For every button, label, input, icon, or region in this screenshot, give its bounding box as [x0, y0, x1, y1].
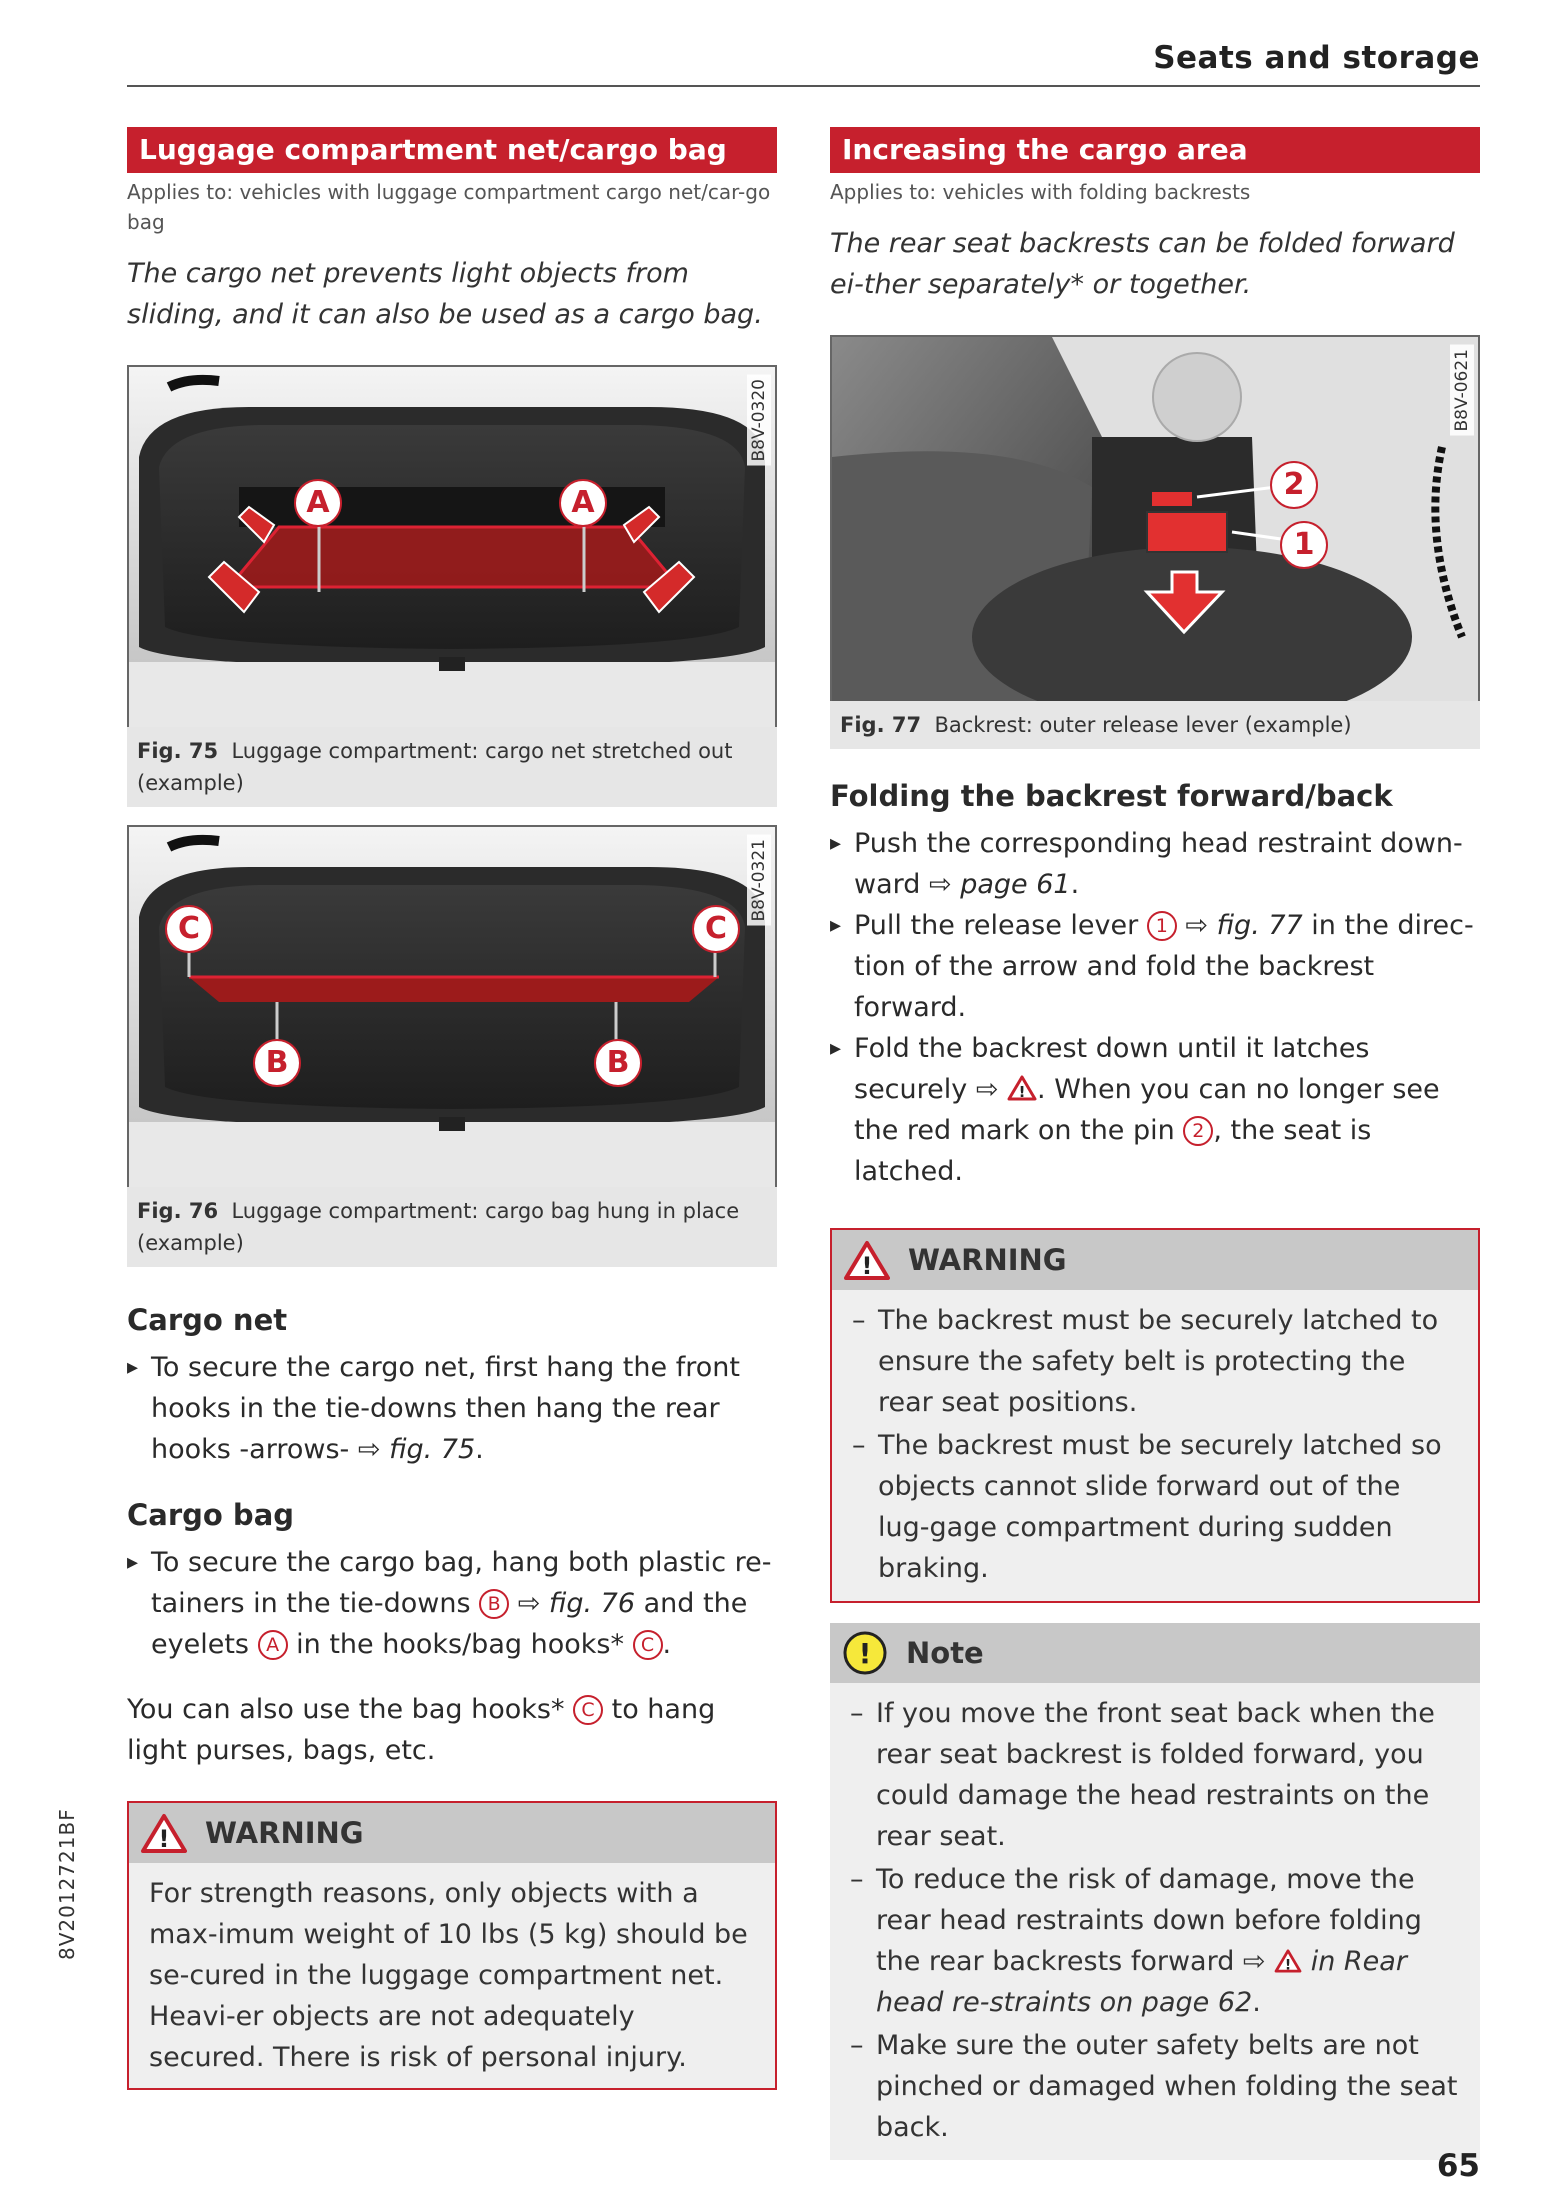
fig-75-link[interactable]: ⇨ fig. 75 [357, 1434, 476, 1465]
warning-triangle-icon [1274, 1949, 1302, 1973]
left-column [127, 127, 777, 2090]
figure-77 [830, 335, 1480, 701]
circle-c: C [633, 1630, 663, 1660]
folding-step-2: ▸ Pull the release lever 1 ⇨ fig. 77 in the direc-tion of the arrow and fold the backrest forward. [830, 905, 1480, 1028]
circle-b: B [479, 1589, 509, 1619]
note-item: – If you move the front seat back when the rear seat backrest is folded forward, you could damage the head restraints on the rear seat. [850, 1693, 1462, 1857]
right-column [830, 127, 1480, 2160]
marker-a-left: A [294, 479, 342, 527]
cargo-net-illustration [129, 367, 775, 727]
warning-triangle-icon [844, 1240, 890, 1280]
applies-to-note: Applies to: vehicles with folding backrests [830, 180, 1251, 204]
heading-folding-backrest: Folding the backrest forward/back [830, 779, 1393, 813]
section-title-luggage-net: Luggage compartment net/cargo bag [127, 127, 777, 173]
note-title: Note [906, 1636, 984, 1670]
heading-cargo-net: Cargo net [127, 1303, 288, 1337]
warning-title: WARNING [205, 1816, 364, 1850]
fig-77-link[interactable]: ⇨ fig. 77 [1176, 910, 1303, 941]
figure-label: Fig. 77 [840, 713, 922, 737]
marker-c-left: C [165, 905, 213, 953]
cargo-bag-illustration [129, 827, 775, 1187]
figure-76 [127, 825, 777, 1187]
figure-77-caption [830, 701, 1480, 749]
marker-b-right: B [594, 1039, 642, 1087]
page-number: 65 [1436, 2148, 1480, 2184]
intro-text: The rear seat backrests can be folded forward ei-ther separately* or together. [830, 228, 1455, 300]
warning-triangle-icon [141, 1813, 187, 1853]
applies-to-note: Applies to: vehicles with luggage compartment cargo net/car-go bag [127, 180, 771, 234]
circle-a: A [258, 1630, 288, 1660]
svg-text:!: ! [1018, 1083, 1026, 1101]
cargo-bag-step: ▸ To secure the cargo bag, hang both plastic re-tainers in the tie-downs B ⇨ fig. 76 and the eyelets A in the hooks/bag hooks* C . [127, 1542, 777, 1665]
circle-1: 1 [1147, 911, 1177, 941]
warning-item: – The backrest must be securely latched so objects cannot slide forward out of the lug-gage compartment during sudden braking. [852, 1425, 1460, 1589]
warning-header [129, 1803, 775, 1863]
folding-step-1: ▸ Push the corresponding head restraint down-ward ⇨ page 61. [830, 823, 1480, 905]
note-exclamation-icon [842, 1630, 888, 1676]
heading-cargo-bag: Cargo bag [127, 1498, 295, 1532]
page-61-link[interactable]: ⇨ page 61 [928, 869, 1071, 900]
header-rule [127, 85, 1480, 87]
figure-label: Fig. 75 [137, 739, 219, 763]
marker-b-left: B [253, 1039, 301, 1087]
folding-step-3: ▸ Fold the backrest down until it latches securely ⇨ ! . When you can no longer see the red mark on the pin 2 , the seat is latched. [830, 1028, 1480, 1192]
figure-76-caption [127, 1187, 777, 1267]
note-header [830, 1623, 1480, 1683]
warning-title: WARNING [908, 1243, 1067, 1277]
marker-c-right: C [692, 905, 740, 953]
figure-code: B8V-0320 [747, 375, 771, 466]
cargo-net-step: ▸ To secure the cargo net, first hang the front hooks in the tie-downs then hang the rear hooks -arrows- ⇨ fig. 75. [127, 1347, 777, 1470]
circle-2: 2 [1183, 1116, 1213, 1146]
warning-box-right [830, 1228, 1480, 1603]
marker-a-right: A [559, 479, 607, 527]
figure-code: B8V-0621 [1450, 345, 1474, 436]
svg-text:!: ! [1284, 1957, 1292, 1973]
note-box [830, 1623, 1480, 2160]
marker-2: 2 [1270, 461, 1318, 509]
rear-head-restraints-link[interactable]: in Rear head re-straints on page 62 [876, 1946, 1407, 2018]
intro-text: The cargo net prevents light objects from sliding, and it can also be used as a cargo bag. [127, 258, 763, 330]
warning-list [832, 1290, 1478, 1601]
svg-text:!: ! [858, 1637, 872, 1670]
note-item: – To reduce the risk of damage, move the rear head restraints down before folding the rear backrests forward ⇨ ! in Rear head re-straints on page 62. [850, 1859, 1462, 2023]
warning-header [832, 1230, 1478, 1290]
fig-76-link[interactable]: ⇨ fig. 76 [509, 1588, 636, 1619]
figure-code: B8V-0321 [747, 835, 771, 926]
running-header: Seats and storage [1153, 40, 1480, 76]
section-title-cargo-area: Increasing the cargo area [830, 127, 1480, 173]
caption-text: Luggage compartment: cargo bag hung in place (example) [137, 1199, 740, 1255]
release-lever-illustration [832, 337, 1478, 701]
warning-item: – The backrest must be securely latched to ensure the safety belt is protecting the rear seat positions. [852, 1300, 1460, 1423]
caption-text: Backrest: outer release lever (example) [934, 713, 1352, 737]
note-list [830, 1683, 1480, 2160]
warning-box-left [127, 1801, 777, 2090]
marker-1: 1 [1280, 521, 1328, 569]
warning-text: For strength reasons, only objects with a max-imum weight of 10 lbs (5 kg) should be se-cured in the luggage compartment net. Heavi-er objects are not adequately secured. There is risk of personal injury. [149, 1878, 748, 2073]
svg-text:!: ! [861, 1252, 873, 1280]
figure-label: Fig. 76 [137, 1199, 219, 1223]
bag-hooks-note: You can also use the bag hooks* C to hang light purses, bags, etc. [127, 1694, 716, 1766]
note-item: – Make sure the outer safety belts are not pinched or damaged when folding the seat back. [850, 2025, 1462, 2148]
document-code: 8V2012721BF [55, 1808, 79, 1960]
warning-triangle-icon[interactable] [1007, 1075, 1037, 1101]
figure-75-caption [127, 727, 777, 807]
circle-c: C [573, 1695, 603, 1725]
svg-text:!: ! [158, 1825, 170, 1853]
caption-text: Luggage compartment: cargo net stretched out (example) [137, 739, 733, 795]
figure-75 [127, 365, 777, 727]
